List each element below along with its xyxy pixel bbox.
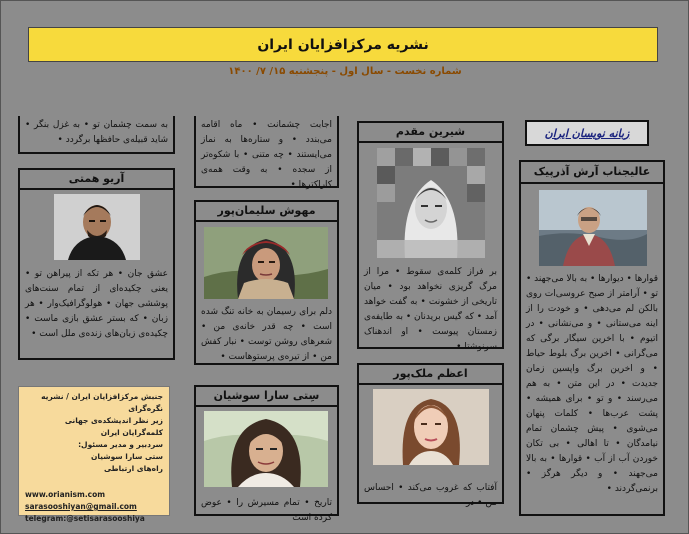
section-label-box — [525, 120, 649, 146]
article-mahvash-divider — [196, 220, 337, 222]
article-shirin-photo — [377, 148, 485, 258]
newsletter-title-bar — [28, 27, 658, 62]
col3-top-text: اجابت چشمانت • ماه اقامه می‌بندد • و ستاره‌ها به نماز می‌ایستند • چه متنی • با شکوه‌تر از سجده • به وقت همه‌ی کاراکترها • — [201, 120, 332, 190]
article-sara-photo — [204, 411, 328, 487]
article-shirin-divider — [359, 141, 502, 143]
article-arash-photo — [539, 190, 647, 266]
article-shirin-title: شیرین مقدم — [395, 125, 466, 138]
credits-line-movement: جنبش مرکزافزایان ایران / نشریه نگره‌گرای — [41, 392, 163, 413]
credits-box — [18, 386, 170, 523]
credits-spacer — [25, 475, 163, 489]
article-mahvash — [194, 200, 339, 365]
col4-top-text: به سمت چشمان تو • به غزل بنگر • شاید قبیله‌ی حافظها برگردد • — [25, 120, 168, 145]
article-arash — [519, 160, 665, 516]
article-azam-divider — [359, 383, 502, 385]
article-aryo-title: آریو همتی — [68, 172, 125, 185]
article-shirin-text: بر فراز کلمه‌ی سقوط • مرا از مرگ گریزی نخواهد بود • میان تاریخی از خشونت • به گفت خواهد آمد • که گیس بریدنان • به طایفه‌ی زمستان پیوست • او اندهناک سرنوشتا • — [364, 267, 497, 352]
credits-line-editor-name: ستی سارا سوشیان — [90, 452, 163, 461]
article-aryo-photo — [54, 194, 140, 260]
article-arash-title: عالیجناب آرش آذرپیک — [533, 165, 651, 178]
credits-telegram-link[interactable]: telegram:@setisarasooshiya — [25, 514, 145, 523]
article-azam — [357, 363, 504, 508]
article-azam-text: آفتاب که غروب می‌کند • احساس من • در — [364, 483, 497, 508]
article-mahvash-text: دلم برای رسیمان به خانه تنگ شده است • چه قدر خانه‌ی من • شعرهای روشن توست • نبار کفش من • از تیره‌ی پرستوهاست • — [201, 307, 332, 362]
article-aryo-divider — [20, 188, 173, 190]
article-azam-title: اعظم ملک‌پور — [393, 367, 468, 380]
article-arash-divider — [521, 182, 663, 184]
article-sara — [194, 385, 339, 523]
article-arash-text: قوارها • دیوارها • به بالا می‌جهند • تو • آرامتر از صبح عروسی‌ات روی بالکن لم می‌دهی • و خودت را از اینه می‌ستانی • و می‌نشانی • در اتیوم • با اخرین سیگار برگی که می‌گرانی • اخرین برگ بلوط حیاط • و اخرین برگ واپسین زمان جدیدت • در این متن • به هم می‌رسند • و تو • برای همیشه • پشت عرب‌ها • کلمات پنهان می‌شوی • پیش چشمان تمام نیامدگان • تا اهالی • بی تکان خوردن آب از آب • قوارها • به بالا می‌جهند • و دیگر هرگز • برنمی‌گردند • — [526, 274, 658, 494]
section-label: زبانه نویسان ایران — [544, 126, 630, 140]
article-mahvash-title: مهوش سلیمان‌پور — [217, 204, 316, 217]
article-mahvash-photo — [204, 227, 328, 299]
issue-subtitle: شماره نخست - سال اول - پنجشنبه ۱۵/ ۷/ ۱۴۰۰ — [228, 66, 462, 77]
credits-line-institute: زیر نظر اندیشکده‌ی جهانی کلمه‌گرایان ایران — [64, 416, 163, 437]
credits-line-editor-label: سردبیر و مدیر مسئول: — [78, 440, 163, 449]
article-aryo — [18, 168, 175, 360]
newsletter-title: نشریه مرکزافزایان ایران — [257, 36, 429, 53]
article-sara-text: تاریخ • تمام مسیرش را • عوض کرده است — [201, 498, 332, 523]
article-aryo-text: عشق جان • هر تکه از پیراهن تو • یعنی چکیده‌ای از تمام سنت‌های پوششی جهان • هولوگرافیک‌وار • هر زبان • که بستر عشق بازی ماست • چکیده‌ی زبان‌های زنده‌ی ملل است • — [25, 269, 168, 339]
credits-line-contact-label: راه‌های ارتباطی — [103, 464, 163, 473]
col3-top-box — [194, 116, 339, 188]
article-azam-photo — [373, 389, 489, 465]
credits-email-link[interactable]: sarasooshiyan@gmail.com — [25, 502, 137, 511]
credits-website-link[interactable]: www.orianism.com — [25, 490, 106, 499]
article-shirin — [357, 121, 504, 352]
col4-top-box — [18, 116, 175, 154]
article-sara-title: سِتی سارا سوشیان — [213, 389, 320, 402]
article-sara-divider — [196, 405, 337, 407]
